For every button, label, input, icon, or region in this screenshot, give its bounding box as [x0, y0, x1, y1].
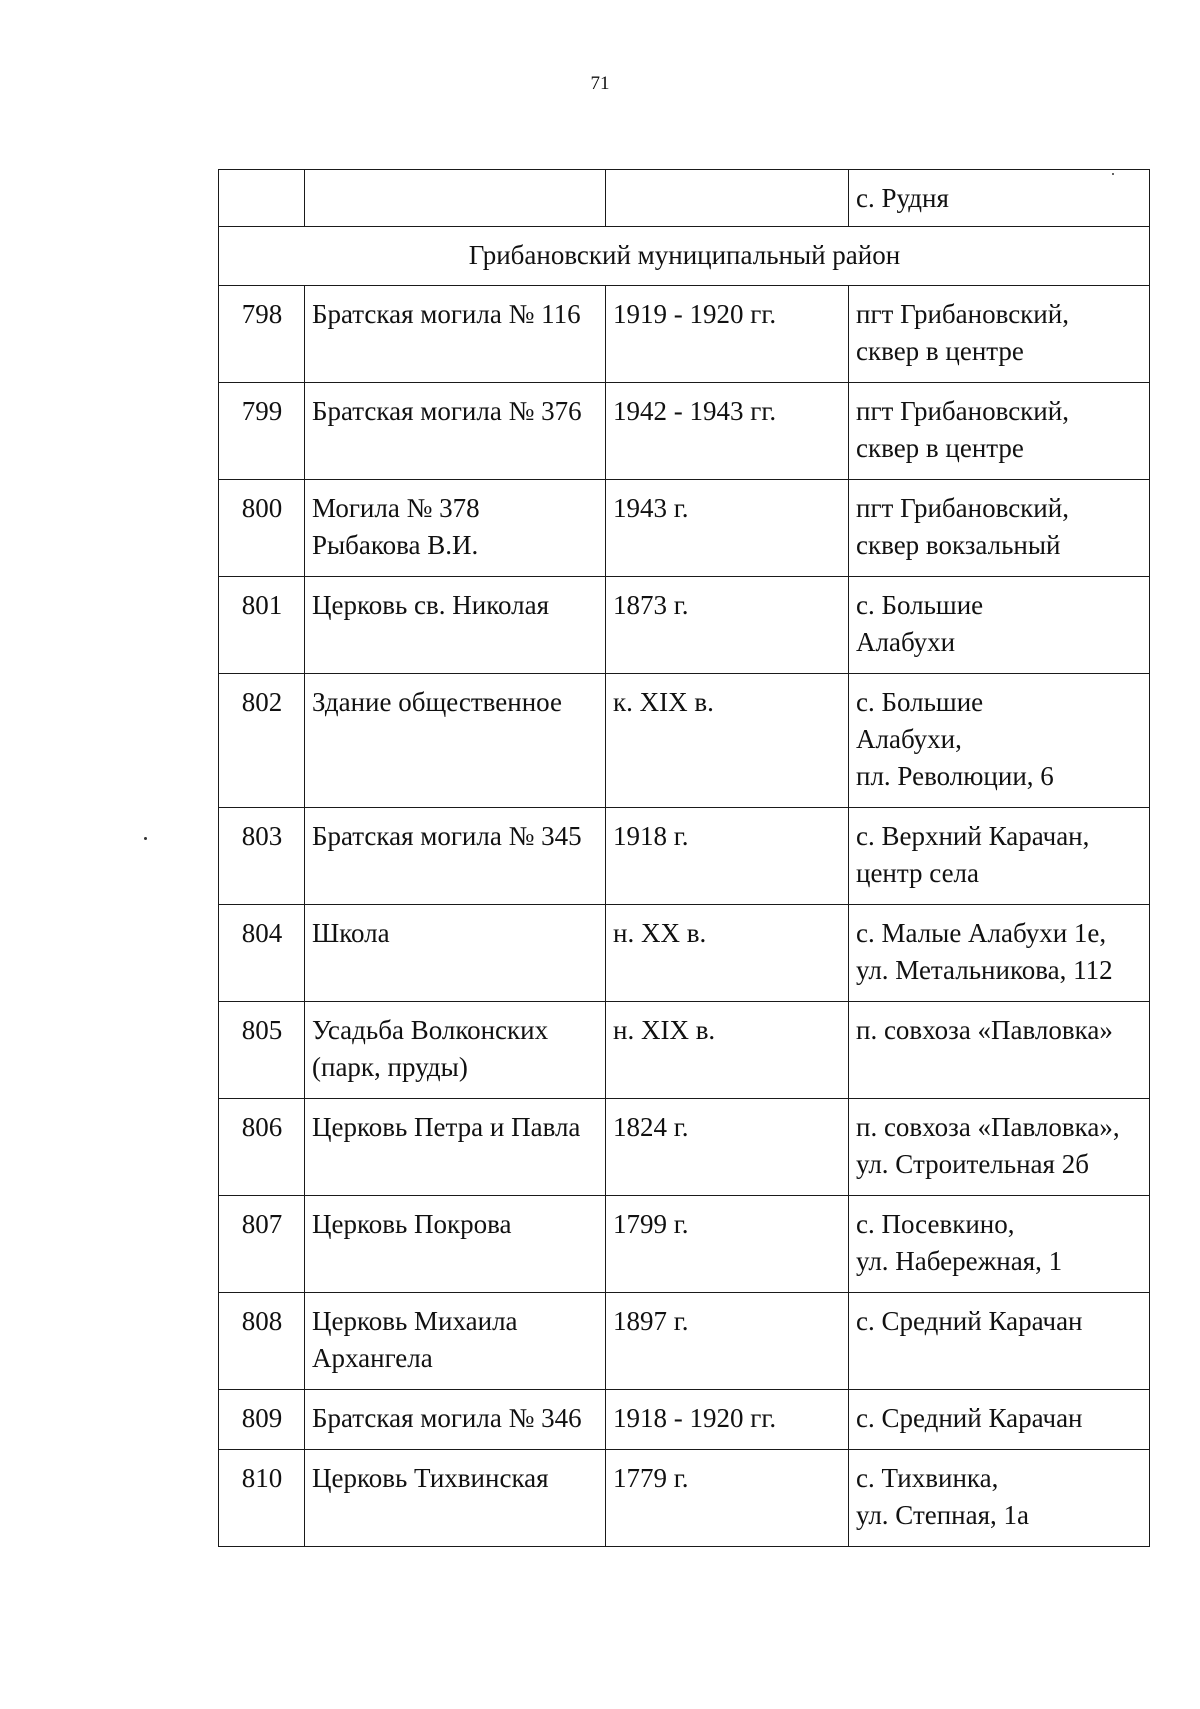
- cell-name: [305, 674, 606, 808]
- cell-address-line: ул. Степная, 1а: [856, 1500, 1030, 1530]
- cell-address-line: центр села: [856, 858, 980, 888]
- cell-address: [849, 1002, 1150, 1099]
- cell-name-line: Усадьба Волконских: [312, 1015, 549, 1045]
- cell-number: 809: [219, 1390, 305, 1450]
- cell-address-line: ул. Строительная 2б: [856, 1149, 1089, 1179]
- table-row-continuation: [219, 170, 1150, 227]
- cell-address-line: пл. Революции, 6: [856, 761, 1054, 791]
- cell-date: 1799 г.: [606, 1196, 849, 1293]
- cell-address-line: Алабухи: [856, 627, 956, 657]
- cell-name-line: Архангела: [312, 1343, 433, 1373]
- table-row: [219, 577, 1150, 674]
- cell-number: 801: [219, 577, 305, 674]
- cell-name-line: Церковь св. Николая: [312, 590, 549, 620]
- heritage-register-table: [218, 169, 1150, 1547]
- cell-address-line: ул. Метальникова, 112: [856, 955, 1113, 985]
- cell-name-line: Братская могила № 116: [312, 299, 581, 329]
- cell-address-line: с. Тихвинка,: [856, 1463, 999, 1493]
- table-row: [219, 480, 1150, 577]
- table-row: [219, 1293, 1150, 1390]
- cell-address: [849, 905, 1150, 1002]
- cell-address-line: с. Большие: [856, 590, 984, 620]
- cell-number: 798: [219, 286, 305, 383]
- cell-name: [305, 286, 606, 383]
- cell-address-line: пгт Грибановский,: [856, 396, 1069, 426]
- district-header: Грибановский муниципальный район: [219, 227, 1150, 286]
- cell-date: 1897 г.: [606, 1293, 849, 1390]
- scan-speck: [144, 837, 147, 840]
- cell-date: 1873 г.: [606, 577, 849, 674]
- cell-name: [305, 170, 606, 227]
- cell-name-line: Братская могила № 346: [312, 1403, 582, 1433]
- cell-address: [849, 674, 1150, 808]
- cell-address: [849, 808, 1150, 905]
- cell-name: [305, 808, 606, 905]
- cell-name-line: Церковь Покрова: [312, 1209, 512, 1239]
- cell-name-line: Школа: [312, 918, 390, 948]
- cell-address: [849, 1390, 1150, 1450]
- cell-number: 799: [219, 383, 305, 480]
- cell-date: 1919 - 1920 гг.: [606, 286, 849, 383]
- cell-address-line: пгт Грибановский,: [856, 299, 1069, 329]
- cell-name: [305, 480, 606, 577]
- cell-address: [849, 1196, 1150, 1293]
- cell-address-line: с. Большие: [856, 687, 984, 717]
- cell-number: 805: [219, 1002, 305, 1099]
- cell-number: 810: [219, 1450, 305, 1547]
- cell-number: 802: [219, 674, 305, 808]
- cell-address: [849, 577, 1150, 674]
- cell-name-line: Церковь Михаила: [312, 1306, 518, 1336]
- cell-number: 803: [219, 808, 305, 905]
- table-row: [219, 1002, 1150, 1099]
- cell-date: [606, 170, 849, 227]
- cell-name-line: Здание общественное: [312, 687, 562, 717]
- cell-address: [849, 480, 1150, 577]
- table-row: [219, 1390, 1150, 1450]
- cell-address: [849, 286, 1150, 383]
- cell-address: [849, 1293, 1150, 1390]
- table-row: [219, 1099, 1150, 1196]
- cell-address-line: п. совхоза «Павловка»: [856, 1015, 1113, 1045]
- table-row: [219, 905, 1150, 1002]
- table-row: [219, 674, 1150, 808]
- cell-date: 1824 г.: [606, 1099, 849, 1196]
- cell-address: [849, 1099, 1150, 1196]
- cell-number: 807: [219, 1196, 305, 1293]
- cell-date: 1942 - 1943 гг.: [606, 383, 849, 480]
- cell-name-line: Братская могила № 345: [312, 821, 582, 851]
- cell-date: 1918 г.: [606, 808, 849, 905]
- cell-date: 1918 - 1920 гг.: [606, 1390, 849, 1450]
- cell-address-line: ул. Набережная, 1: [856, 1246, 1063, 1276]
- cell-name-line: Братская могила № 376: [312, 396, 582, 426]
- cell-date: н. XIX в.: [606, 1002, 849, 1099]
- cell-name-line: Церковь Тихвинская: [312, 1463, 549, 1493]
- cell-name-line: Могила № 378: [312, 493, 480, 523]
- cell-name: [305, 1002, 606, 1099]
- cell-number: 806: [219, 1099, 305, 1196]
- cell-name-line: Рыбакова В.И.: [312, 530, 479, 560]
- cell-date: 1943 г.: [606, 480, 849, 577]
- cell-name: [305, 905, 606, 1002]
- cell-address-line: с. Средний Карачан: [856, 1403, 1083, 1433]
- cell-address-line: с. Верхний Карачан,: [856, 821, 1090, 851]
- cell-address-line: пгт Грибановский,: [856, 493, 1069, 523]
- cell-name-line: (парк, пруды): [312, 1052, 468, 1082]
- cell-address: с. Рудня: [849, 170, 1150, 227]
- table-row: [219, 808, 1150, 905]
- table-row: [219, 383, 1150, 480]
- cell-name-line: Церковь Петра и Павла: [312, 1112, 581, 1142]
- page-number: 71: [590, 73, 610, 94]
- cell-name: [305, 1450, 606, 1547]
- cell-name: [305, 1099, 606, 1196]
- cell-date: н. XX в.: [606, 905, 849, 1002]
- cell-address-line: сквер в центре: [856, 433, 1024, 463]
- cell-name: [305, 1390, 606, 1450]
- cell-date: к. XIX в.: [606, 674, 849, 808]
- cell-address: [849, 1450, 1150, 1547]
- cell-address-line: п. совхоза «Павловка»,: [856, 1112, 1120, 1142]
- cell-address-line: с. Средний Карачан: [856, 1306, 1083, 1336]
- cell-address-line: с. Малые Алабухи 1е,: [856, 918, 1107, 948]
- cell-name: [305, 383, 606, 480]
- cell-address-line: Алабухи,: [856, 724, 962, 754]
- district-header-row: [219, 227, 1150, 286]
- cell-number: 804: [219, 905, 305, 1002]
- cell-date: 1779 г.: [606, 1450, 849, 1547]
- cell-address-line: сквер вокзальный: [856, 530, 1061, 560]
- cell-number: [219, 170, 305, 227]
- cell-number: 808: [219, 1293, 305, 1390]
- cell-address: [849, 383, 1150, 480]
- cell-address-line: сквер в центре: [856, 336, 1024, 366]
- cell-name: [305, 1196, 606, 1293]
- scan-speck: [1112, 173, 1114, 175]
- cell-address-line: с. Посевкино,: [856, 1209, 1015, 1239]
- cell-number: 800: [219, 480, 305, 577]
- table-row: [219, 1450, 1150, 1547]
- cell-name: [305, 1293, 606, 1390]
- table-row: [219, 1196, 1150, 1293]
- table-row: [219, 286, 1150, 383]
- cell-name: [305, 577, 606, 674]
